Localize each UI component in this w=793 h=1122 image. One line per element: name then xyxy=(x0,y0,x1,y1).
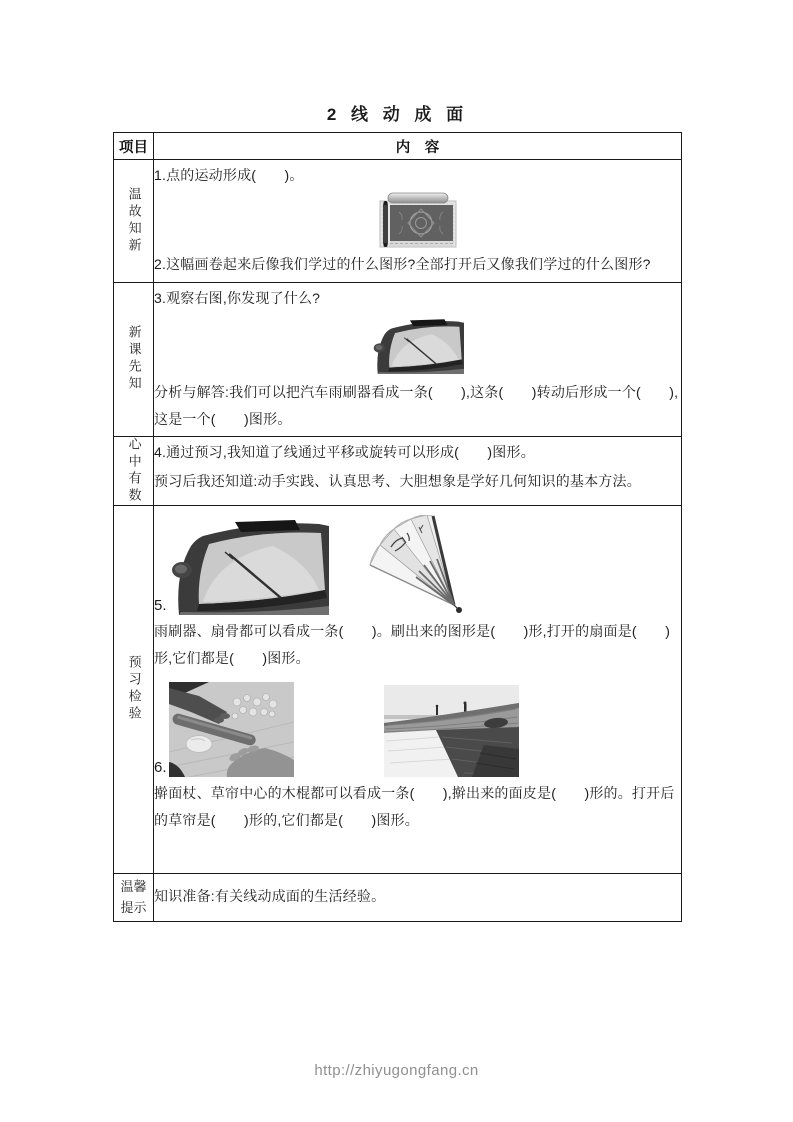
section-tips-label-cell xyxy=(114,873,154,921)
scroll-image-wrap xyxy=(154,192,681,249)
question-2-text: 2.这幅画卷起来后像我们学过的什么图形?全部打开后又像我们学过的什么图形? xyxy=(154,255,651,272)
windshield-small-wrap xyxy=(154,315,681,377)
straw-mat-image xyxy=(384,685,519,777)
section-aware-content xyxy=(154,436,682,505)
question-1-text: 1.点的运动形成( )。 xyxy=(154,167,304,183)
question-4-text: 4.通过预习,我知道了线通过平移或旋转可以形成( )图形。 xyxy=(154,443,535,460)
section-review-content xyxy=(154,160,682,283)
section-aware-label-cell xyxy=(114,436,154,505)
section-aware-label: 心中有数 xyxy=(126,436,142,505)
question-6-number: 6. xyxy=(154,758,167,776)
worksheet-sheet xyxy=(113,100,682,922)
section-review-label: 温故知新 xyxy=(126,187,142,255)
section-newlesson-label: 新课先知 xyxy=(126,325,142,394)
page-title: 2 线 动 成 面 xyxy=(326,105,469,124)
section-tips-label-line2: 提示 xyxy=(120,900,147,915)
scroll-painting-image xyxy=(375,192,460,249)
section-review-row xyxy=(114,160,682,283)
preview-note-text: 预习后我还知道:动手实践、认真思考、大胆想象是学好几何知识的基本方法。 xyxy=(154,473,641,489)
section-tips-content xyxy=(154,873,682,921)
column-header-content: 内 容 xyxy=(154,133,682,160)
footer-url: http://zhiyugongfang.cn xyxy=(314,1062,479,1079)
question-6-text: 擀面杖、草帘中心的木棍都可以看成一条( ),擀出来的面皮是( )形的。打开后的草帘是( )形的,它们都是( )图形。 xyxy=(154,784,675,828)
windshield-wiper-large-image xyxy=(169,518,329,615)
dough-rolling-image xyxy=(169,682,294,777)
section-tips-label-line1: 温馨 xyxy=(120,879,147,894)
section-check-label-cell xyxy=(114,505,154,873)
section-newlesson-label-cell xyxy=(114,283,154,437)
windshield-wiper-small-image xyxy=(372,315,464,377)
section-check-row xyxy=(114,505,682,873)
question-5-text: 雨刷器、扇骨都可以看成一条( )。刷出来的图形是( )形,打开的扇面是( )形,它们都是( )图形。 xyxy=(154,622,671,666)
question-5-number: 5. xyxy=(154,596,167,614)
section-review-label-cell xyxy=(114,160,154,283)
section-check-label: 预习检验 xyxy=(126,655,142,723)
section-tips-row xyxy=(114,873,682,921)
tips-text: 知识准备:有关线动成面的生活经验。 xyxy=(154,888,386,905)
section-check-content xyxy=(154,505,682,873)
section-newlesson-row xyxy=(114,283,682,437)
section-aware-row xyxy=(114,436,682,505)
question-5-images xyxy=(154,515,681,615)
question-3-text: 3.观察右图,你发现了什么? xyxy=(154,290,321,306)
worksheet-table xyxy=(113,132,682,922)
column-header-item: 项目 xyxy=(114,133,154,160)
section-newlesson-content xyxy=(154,283,682,437)
folding-fan-image xyxy=(367,515,472,615)
header-row xyxy=(114,133,682,160)
analysis-text: 分析与解答:我们可以把汽车雨刷器看成一条( ),这条( )转动后形成一个( ),这是一个( )图形。 xyxy=(154,383,679,427)
question-6-images xyxy=(154,682,681,777)
